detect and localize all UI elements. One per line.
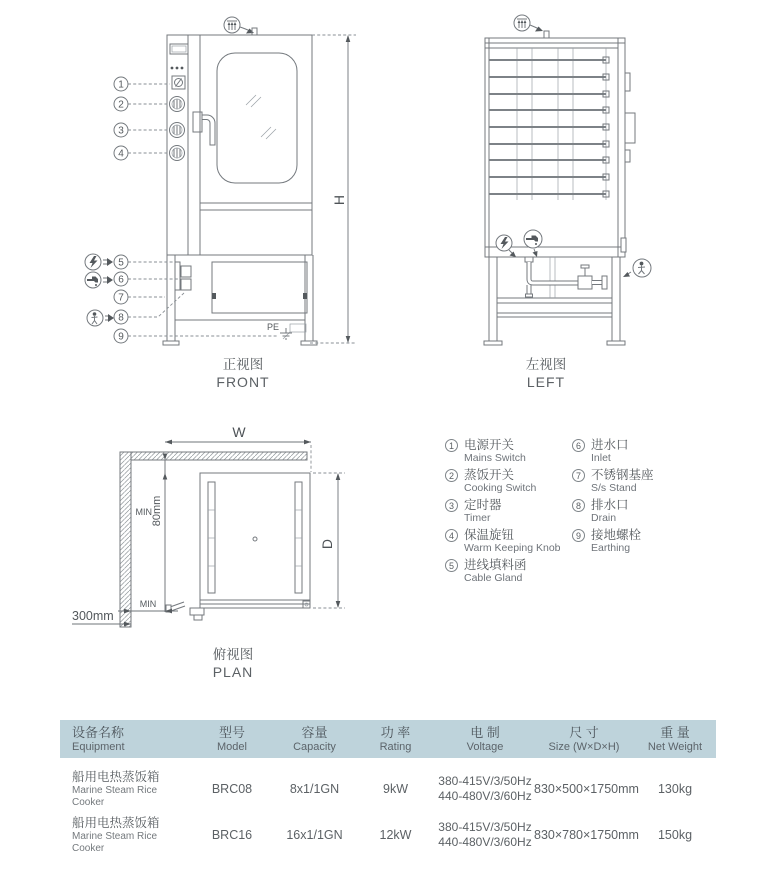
front-callouts — [114, 77, 128, 343]
legend-item-warm-keeping-knob — [445, 528, 572, 558]
front-warning-icons — [85, 254, 114, 326]
h-dimension-label: H — [331, 194, 347, 206]
front-view-drawing — [60, 10, 400, 395]
legend-en: Warm Keeping Knob — [464, 542, 561, 554]
left-piping — [525, 257, 607, 297]
cell-rating: 12kW — [379, 828, 412, 842]
cell-capacity: 8x1/1GN — [289, 782, 340, 796]
d-dimension — [313, 473, 345, 608]
cell-weight: 150kg — [657, 828, 693, 842]
legend-number: 2 — [445, 469, 458, 482]
legend-number: 8 — [572, 499, 585, 512]
stand-panel — [212, 262, 307, 313]
front-caption-zh: 正视图 — [222, 357, 264, 372]
header-voltage: 电 制 Voltage — [466, 724, 504, 753]
spec-table — [60, 720, 716, 858]
plan-unit — [165, 460, 310, 620]
callout-8: 8 — [118, 312, 124, 324]
legend-zh: 定时器 — [464, 498, 502, 512]
valve-body — [578, 276, 592, 289]
legend-number: 7 — [572, 469, 585, 482]
w-dimension-label: W — [232, 424, 246, 440]
callout-1: 1 — [118, 79, 124, 91]
drain-person-icon — [87, 310, 114, 326]
cell-size: 830×500×1750mm — [534, 782, 639, 796]
legend-item-inlet — [572, 438, 722, 468]
legend-en: Cable Gland — [464, 572, 523, 584]
header-model: 型号 Model — [217, 724, 247, 753]
legend-zh: 进水口 — [591, 438, 629, 452]
callout-7: 7 — [118, 292, 124, 304]
parts-legend — [445, 438, 735, 588]
legend-item-ss-stand — [572, 468, 722, 498]
left-view-drawing — [430, 10, 690, 395]
legend-zh: 不锈钢基座 — [591, 468, 654, 482]
cable-gland-and-inlet — [175, 262, 191, 290]
legend-item-cable-gland — [445, 558, 572, 588]
min-left-label: MIN — [139, 599, 157, 609]
cell-weight: 130kg — [657, 782, 693, 796]
legend-number: 5 — [445, 559, 458, 572]
legend-en: Drain — [591, 512, 617, 524]
callout-5: 5 — [118, 257, 124, 269]
cell-model: BRC08 — [211, 782, 253, 796]
power-supply-icon — [85, 254, 113, 270]
cell-model: BRC16 — [211, 828, 253, 842]
legend-item-earthing — [572, 528, 722, 558]
legend-en: Cooking Switch — [464, 482, 537, 494]
legend-item-mains-switch — [445, 438, 572, 468]
legend-number: 4 — [445, 529, 458, 542]
spec-row-brc16 — [60, 812, 716, 858]
water-inlet-icon — [85, 272, 113, 288]
plan-caption-zh: 俯视图 — [212, 647, 254, 662]
legend-zh: 进线填料函 — [464, 558, 527, 572]
header-equipment: 设备名称 Equipment — [72, 724, 125, 753]
top-clearance-value: 80mm — [151, 495, 163, 527]
header-capacity: 容量 Capacity — [293, 724, 336, 753]
w-dimension — [165, 424, 311, 472]
legend-number: 9 — [572, 529, 585, 542]
front-vent-icon — [224, 17, 254, 34]
callout-3: 3 — [118, 125, 124, 137]
cell-equipment: 船用电热蒸饭箱 Marine Steam Rice Cooker — [72, 815, 160, 854]
steam-outlet — [252, 28, 257, 35]
cell-voltage: 380-415V/3/50Hz 440-480V/3/60Hz — [438, 774, 532, 803]
legend-item-timer — [445, 498, 572, 528]
left-caption-en: LEFT — [526, 374, 566, 390]
header-rating: 功 率 Rating — [379, 724, 412, 753]
top-clearance-dimension — [136, 454, 168, 527]
cell-capacity: 16x1/1GN — [286, 828, 343, 842]
cell-rating: 9kW — [383, 782, 408, 796]
legend-en: Timer — [464, 512, 491, 524]
legend-zh: 电源开关 — [464, 438, 515, 452]
legend-column-2 — [572, 438, 722, 588]
legend-number: 6 — [572, 439, 585, 452]
legend-en: Earthing — [591, 542, 631, 554]
legend-item-drain — [572, 498, 722, 528]
plan-view-drawing — [30, 420, 370, 680]
legend-item-cooking-switch — [445, 468, 572, 498]
d-dimension-label: D — [319, 538, 335, 550]
legend-number: 1 — [445, 439, 458, 452]
cell-voltage: 380-415V/3/50Hz 440-480V/3/60Hz — [438, 820, 532, 849]
header-size: 尺 寸 Size (W×D×H) — [548, 724, 620, 753]
left-stand — [484, 257, 625, 345]
valve-handle — [581, 265, 589, 268]
legend-column-1 — [445, 438, 572, 588]
header-net-weight: 重 量 Net Weight — [647, 724, 703, 753]
callout-4: 4 — [118, 148, 124, 160]
earthing-point — [267, 322, 306, 339]
cell-size: 830×780×1750mm — [534, 828, 639, 842]
left-caption-zh: 左视图 — [525, 357, 567, 372]
legend-number: 3 — [445, 499, 458, 512]
front-h-dimension — [310, 35, 356, 343]
front-cabinet — [167, 28, 312, 255]
front-stand — [163, 255, 317, 345]
spec-row-brc08 — [60, 766, 716, 812]
callout-9: 9 — [118, 331, 124, 343]
steam-outlet-side — [544, 31, 549, 38]
spec-header-row — [60, 720, 716, 758]
pe-label: PE — [266, 322, 280, 332]
legend-zh: 蒸饭开关 — [464, 468, 515, 482]
callout-2: 2 — [118, 99, 124, 111]
open-door — [165, 460, 204, 620]
legend-en: S/s Stand — [591, 482, 637, 494]
front-caption-en: FRONT — [216, 374, 270, 390]
legend-zh: 保温旋钮 — [464, 528, 515, 542]
legend-zh: 排水口 — [591, 498, 629, 512]
left-clearance-value: 300mm — [72, 609, 114, 623]
cell-equipment: 船用电热蒸饭箱 Marine Steam Rice Cooker — [72, 769, 160, 808]
callout-6: 6 — [118, 274, 124, 286]
legend-en: Mains Switch — [464, 452, 526, 464]
legend-en: Inlet — [591, 452, 611, 464]
legend-zh: 接地螺栓 — [591, 528, 642, 542]
min-top-label: MIN — [135, 507, 152, 517]
left-cabinet — [485, 31, 635, 257]
drain-person-icon-left — [623, 259, 651, 277]
plan-caption-en: PLAN — [212, 664, 254, 680]
left-vent-icon — [514, 15, 543, 32]
